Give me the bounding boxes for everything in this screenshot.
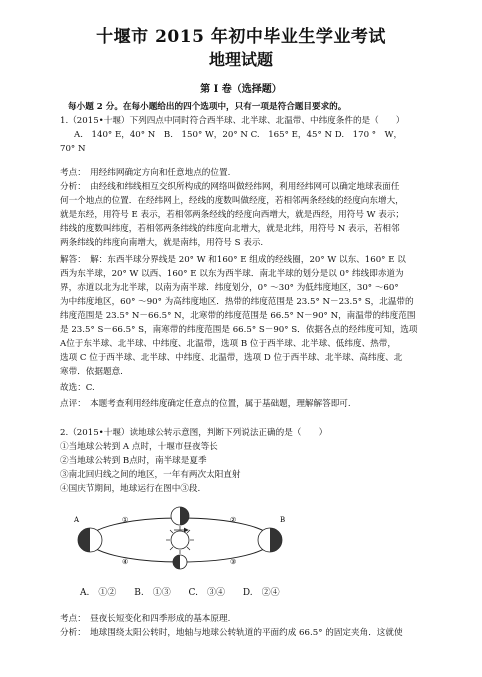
- q1-jieda-8: 选项 C 位于西半球、北半球、中纬度、北温带，选项 D 位于西半球、北半球、高纬度、北: [60, 353, 403, 363]
- label-b: B: [280, 516, 286, 524]
- label-segment-4: ④: [122, 558, 129, 566]
- q1-jieda-1: 解答： 解：东西半球分界线是 20° W 和160° E 组成的经线圈，20° W 以东、160° E 以: [60, 255, 406, 265]
- label-segment-3: ③: [230, 558, 237, 566]
- q1-fenxi-1: 分析： 由经线和纬线相互交织所构成的网络叫做经纬网，利用经纬网可以确定地球表面任: [60, 182, 400, 192]
- earth-bottom-icon: [173, 555, 187, 569]
- q2-options: A. ①② B. ①③ C. ③④ D. ②④: [80, 588, 280, 598]
- sun-icon: [171, 531, 189, 549]
- earth-left-icon: [78, 528, 102, 552]
- label-a: A: [74, 516, 80, 524]
- q1-kaodian: 考点： 用经纬网确定方向和任意地点的位置.: [60, 168, 231, 178]
- q1-jieda-2: 西为东半球，20° W 以西、160° E 以东为西半球．南北半球的划分是以 0° 纬线即赤道为: [60, 269, 404, 279]
- q1-fenxi-2: 何一个地点的位置．在经纬网上，经线的度数叫做经度，若相邻两条经线的经度向东增大，: [60, 196, 404, 206]
- q1-answer: 故选：C.: [60, 383, 95, 393]
- earth-right-icon: [258, 528, 282, 552]
- q1-fenxi-5: 两条纬线的纬度向南增大，就是南纬，用符号 S 表示.: [60, 238, 264, 248]
- q1-options-line2: 70° N: [60, 144, 86, 154]
- q1-stem: 1.（2015•十堰）下列四点中同时符合西半球、北半球、北温带、中纬度条件的是（ ）: [60, 116, 405, 126]
- exam-subtitle: 地理试题: [208, 50, 273, 69]
- q1-jieda-5: 纬度范围是 23.5° N－66.5° N，北寒带的纬度范围是 66.5° N－90° N，南温带的纬度范围: [60, 311, 416, 321]
- section-title: 第 I 卷（选择题）: [200, 84, 282, 95]
- earth-orbit-diagram: [70, 506, 290, 570]
- earth-top-icon: [171, 507, 189, 525]
- q2-fenxi: 分析： 地球围绕太阳公转时，地轴与地球公转轨道的平面约成 66.5° 的固定夹角．这就使: [60, 628, 403, 638]
- q1-options-line1: A. 140° E，40° N B. 150° W，20° N C. 165° E，45° N D. 170 ° W，: [74, 130, 403, 140]
- q2-kaodian: 考点： 昼夜长短变化和四季形成的基本原理.: [60, 614, 231, 624]
- q1-fenxi-3: 就是东经，用符号 E 表示，若相邻两条经线的经度向西增大，就是西经，用符号 W 表示；: [60, 210, 405, 220]
- q2-statement-1: ①当地球公转到 A 点时，十堰市昼夜等长: [60, 442, 218, 452]
- q2-statement-3: ③南北回归线之间的地区，一年有两次太阳直射: [60, 470, 241, 480]
- exam-title: 十堰市 2015 年初中毕业生学业考试: [96, 27, 386, 47]
- q1-fenxi-4: 纬线的度数叫纬度，若相邻两条纬线的纬度向北增大，就是北纬，用符号 N 表示，若相邻: [60, 224, 400, 234]
- q1-jieda-7: A位于东半球、北半球、中纬度、北温带，选项 B 位于西半球、北半球、低纬度、热带，: [60, 339, 396, 349]
- q2-stem: 2.（2015•十堰）读地球公转示意图，判断下列说法正确的是（ ）: [60, 428, 328, 438]
- q1-jieda-4: 为中纬度地区，60° ～90° 为高纬度地区．热带的纬度范围是 23.5° N－23.5° S，北温带的: [60, 297, 414, 307]
- q1-jieda-6: 是 23.5° S－66.5° S，南寒带的纬度范围是 66.5° S－90° S．依据各点的经纬度可知，选项: [60, 325, 418, 335]
- label-segment-2: ②: [230, 516, 237, 524]
- label-segment-1: ①: [122, 516, 129, 524]
- q1-jieda-9: 寒带．依据题意.: [60, 367, 123, 377]
- q1-comment: 点评： 本题考查利用经纬度确定任意点的位置，属于基础题，理解解答即可.: [60, 399, 351, 409]
- q2-statement-2: ②当地球公转到 B点时，南半球是夏季: [60, 456, 207, 466]
- q2-statement-4: ④国庆节期间，地球运行在图中③段.: [60, 484, 201, 494]
- q1-jieda-3: 界，赤道以北为北半球，以南为南半球．纬度划分，0° ～30° 为低纬度地区，30° ～60°: [60, 283, 399, 293]
- instructions: 每小题 2 分。在每小题给出的四个选项中，只有一项是符合题目要求的。: [68, 102, 347, 112]
